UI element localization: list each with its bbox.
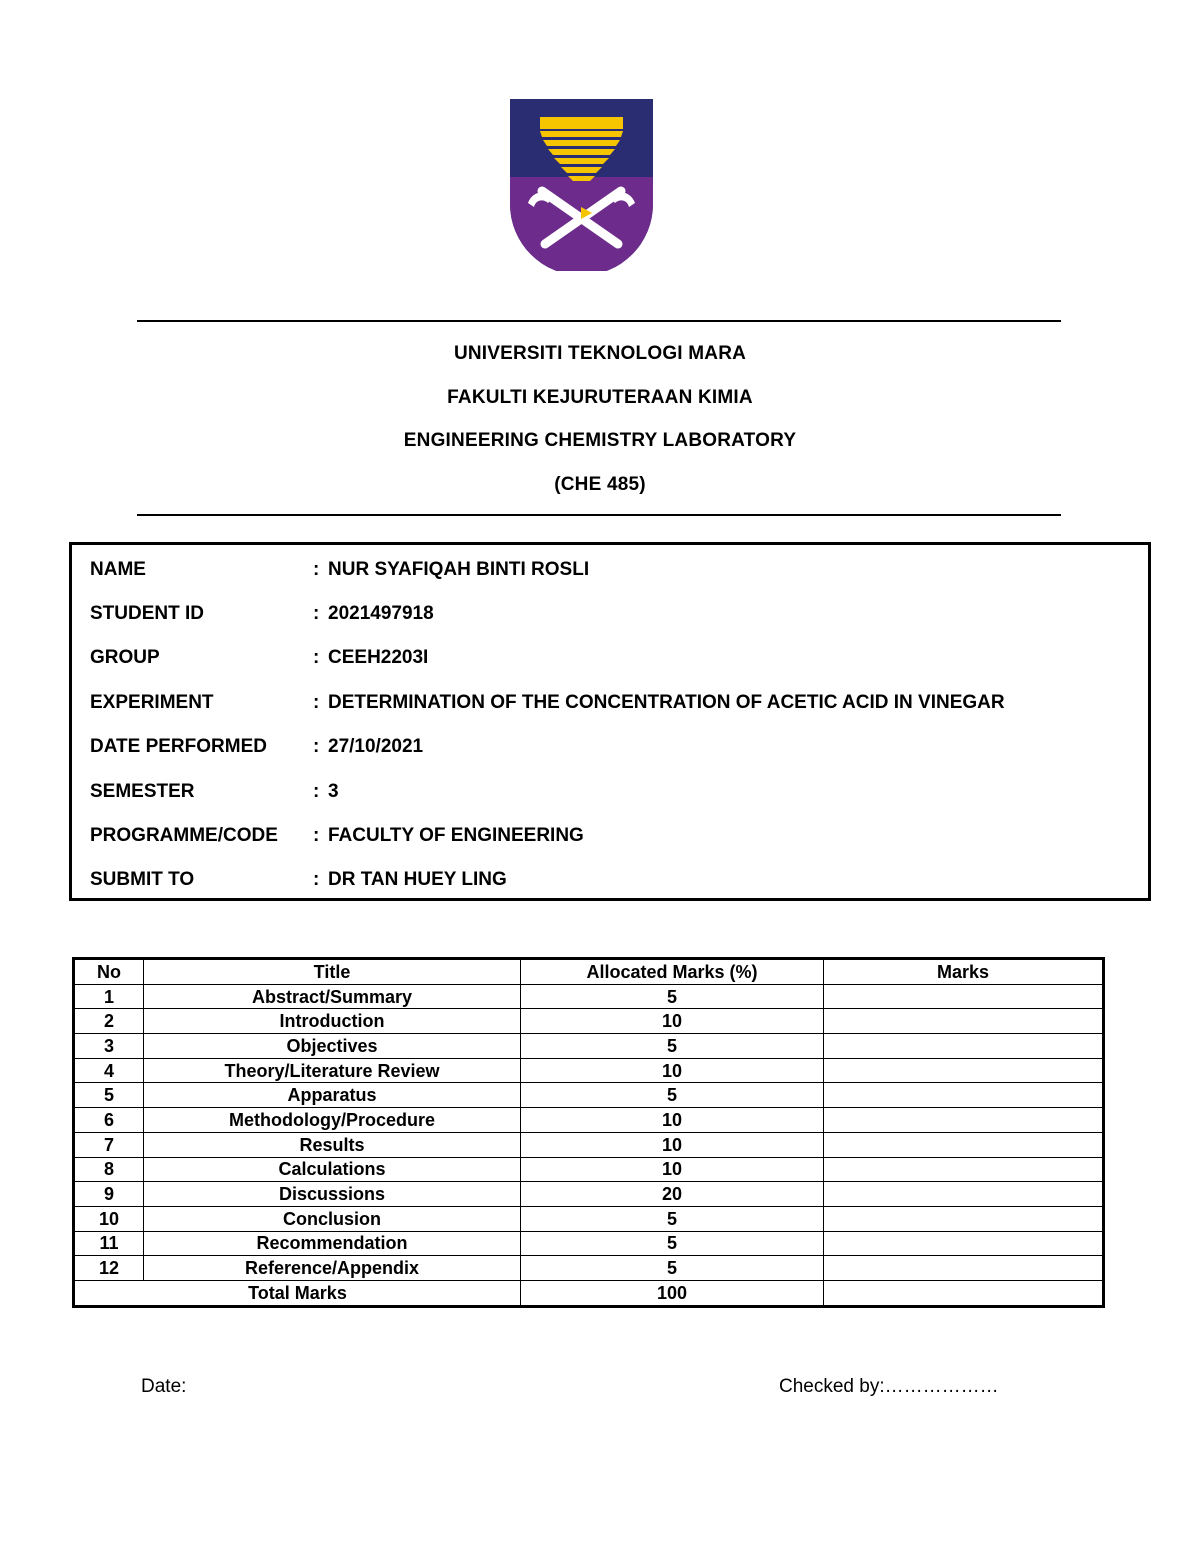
info-value: NUR SYAFIQAH BINTI ROSLI bbox=[328, 559, 590, 580]
total-allocated: 100 bbox=[521, 1280, 824, 1306]
row-title: Theory/Literature Review bbox=[144, 1058, 521, 1083]
marks-table bbox=[72, 957, 1105, 1308]
table-row bbox=[74, 1034, 1104, 1059]
row-no: 2 bbox=[74, 1009, 144, 1034]
row-allocated: 10 bbox=[521, 1108, 824, 1133]
row-allocated: 5 bbox=[521, 1083, 824, 1108]
info-label: PROGRAMME/CODE bbox=[90, 825, 278, 846]
university-logo bbox=[510, 99, 653, 271]
row-title: Discussions bbox=[144, 1182, 521, 1207]
row-allocated: 5 bbox=[521, 1256, 824, 1281]
faculty-name: FAKULTI KEJURUTERAAN KIMIA bbox=[447, 387, 753, 408]
row-title: Abstract/Summary bbox=[144, 984, 521, 1009]
row-allocated: 20 bbox=[521, 1182, 824, 1207]
table-row bbox=[74, 1132, 1104, 1157]
row-marks[interactable] bbox=[824, 1256, 1104, 1281]
info-colon: : bbox=[313, 736, 320, 757]
row-marks[interactable] bbox=[824, 1058, 1104, 1083]
row-no: 10 bbox=[74, 1206, 144, 1231]
row-marks[interactable] bbox=[824, 1083, 1104, 1108]
row-title: Objectives bbox=[144, 1034, 521, 1059]
row-allocated: 5 bbox=[521, 1231, 824, 1256]
course-code: (CHE 485) bbox=[554, 474, 646, 495]
row-marks[interactable] bbox=[824, 1182, 1104, 1207]
info-label: SUBMIT TO bbox=[90, 869, 195, 890]
info-value: DETERMINATION OF THE CONCENTRATION OF ACETIC ACID IN VINEGAR bbox=[328, 692, 1005, 713]
header-title: Title bbox=[144, 959, 521, 985]
row-allocated: 10 bbox=[521, 1132, 824, 1157]
row-allocated: 5 bbox=[521, 1206, 824, 1231]
info-colon: : bbox=[313, 647, 320, 668]
row-no: 4 bbox=[74, 1058, 144, 1083]
university-name: UNIVERSITI TEKNOLOGI MARA bbox=[453, 343, 747, 364]
date-label: Date: bbox=[141, 1376, 187, 1397]
info-value: FACULTY OF ENGINEERING bbox=[328, 825, 584, 846]
info-label: DATE PERFORMED bbox=[90, 736, 267, 757]
row-allocated: 10 bbox=[521, 1058, 824, 1083]
row-no: 9 bbox=[74, 1182, 144, 1207]
row-no: 3 bbox=[74, 1034, 144, 1059]
table-row bbox=[74, 1231, 1104, 1256]
row-title: Recommendation bbox=[144, 1231, 521, 1256]
row-marks[interactable] bbox=[824, 1231, 1104, 1256]
course-name: ENGINEERING CHEMISTRY LABORATORY bbox=[403, 430, 797, 451]
header-allocated-marks: Allocated Marks (%) bbox=[521, 959, 824, 985]
row-title: Calculations bbox=[144, 1157, 521, 1182]
table-row bbox=[74, 1058, 1104, 1083]
info-label: EXPERIMENT bbox=[90, 692, 214, 713]
table-row bbox=[74, 1108, 1104, 1133]
row-marks[interactable] bbox=[824, 1132, 1104, 1157]
row-no: 11 bbox=[74, 1231, 144, 1256]
info-label: GROUP bbox=[90, 647, 160, 668]
row-marks[interactable] bbox=[824, 1034, 1104, 1059]
info-value: 3 bbox=[328, 781, 339, 802]
info-colon: : bbox=[313, 559, 320, 580]
info-label: STUDENT ID bbox=[90, 603, 204, 624]
table-row bbox=[74, 1182, 1104, 1207]
table-row bbox=[74, 1206, 1104, 1231]
student-info-box bbox=[69, 542, 1151, 901]
info-colon: : bbox=[313, 825, 320, 846]
info-value: 2021497918 bbox=[328, 603, 434, 624]
info-colon: : bbox=[313, 603, 320, 624]
header-marks: Marks bbox=[824, 959, 1104, 985]
row-marks[interactable] bbox=[824, 984, 1104, 1009]
info-value: CEEH2203I bbox=[328, 647, 429, 668]
info-value: 27/10/2021 bbox=[328, 736, 424, 757]
table-row bbox=[74, 1157, 1104, 1182]
table-row bbox=[74, 1083, 1104, 1108]
bottom-divider bbox=[137, 514, 1061, 516]
info-value: DR TAN HUEY LING bbox=[328, 869, 507, 890]
row-marks[interactable] bbox=[824, 1157, 1104, 1182]
table-row bbox=[74, 984, 1104, 1009]
total-label: Total Marks bbox=[74, 1280, 521, 1306]
row-no: 7 bbox=[74, 1132, 144, 1157]
row-title: Conclusion bbox=[144, 1206, 521, 1231]
row-title: Apparatus bbox=[144, 1083, 521, 1108]
table-row bbox=[74, 1009, 1104, 1034]
row-marks[interactable] bbox=[824, 1108, 1104, 1133]
info-colon: : bbox=[313, 781, 320, 802]
header-no: No bbox=[74, 959, 144, 985]
info-label: SEMESTER bbox=[90, 781, 195, 802]
row-allocated: 10 bbox=[521, 1009, 824, 1034]
info-label: NAME bbox=[90, 559, 146, 580]
row-no: 1 bbox=[74, 984, 144, 1009]
row-no: 6 bbox=[74, 1108, 144, 1133]
checked-by-label: Checked by:……………… bbox=[779, 1376, 999, 1397]
row-marks[interactable] bbox=[824, 1009, 1104, 1034]
row-title: Reference/Appendix bbox=[144, 1256, 521, 1281]
row-title: Methodology/Procedure bbox=[144, 1108, 521, 1133]
table-row bbox=[74, 1256, 1104, 1281]
row-title: Introduction bbox=[144, 1009, 521, 1034]
total-marks[interactable] bbox=[824, 1280, 1104, 1306]
table-header-row bbox=[74, 959, 1104, 985]
row-no: 5 bbox=[74, 1083, 144, 1108]
row-marks[interactable] bbox=[824, 1206, 1104, 1231]
info-colon: : bbox=[313, 869, 320, 890]
table-total-row bbox=[74, 1280, 1104, 1306]
row-allocated: 5 bbox=[521, 1034, 824, 1059]
top-divider bbox=[137, 320, 1061, 322]
info-colon: : bbox=[313, 692, 320, 713]
row-no: 12 bbox=[74, 1256, 144, 1281]
row-allocated: 10 bbox=[521, 1157, 824, 1182]
row-allocated: 5 bbox=[521, 984, 824, 1009]
row-title: Results bbox=[144, 1132, 521, 1157]
row-no: 8 bbox=[74, 1157, 144, 1182]
